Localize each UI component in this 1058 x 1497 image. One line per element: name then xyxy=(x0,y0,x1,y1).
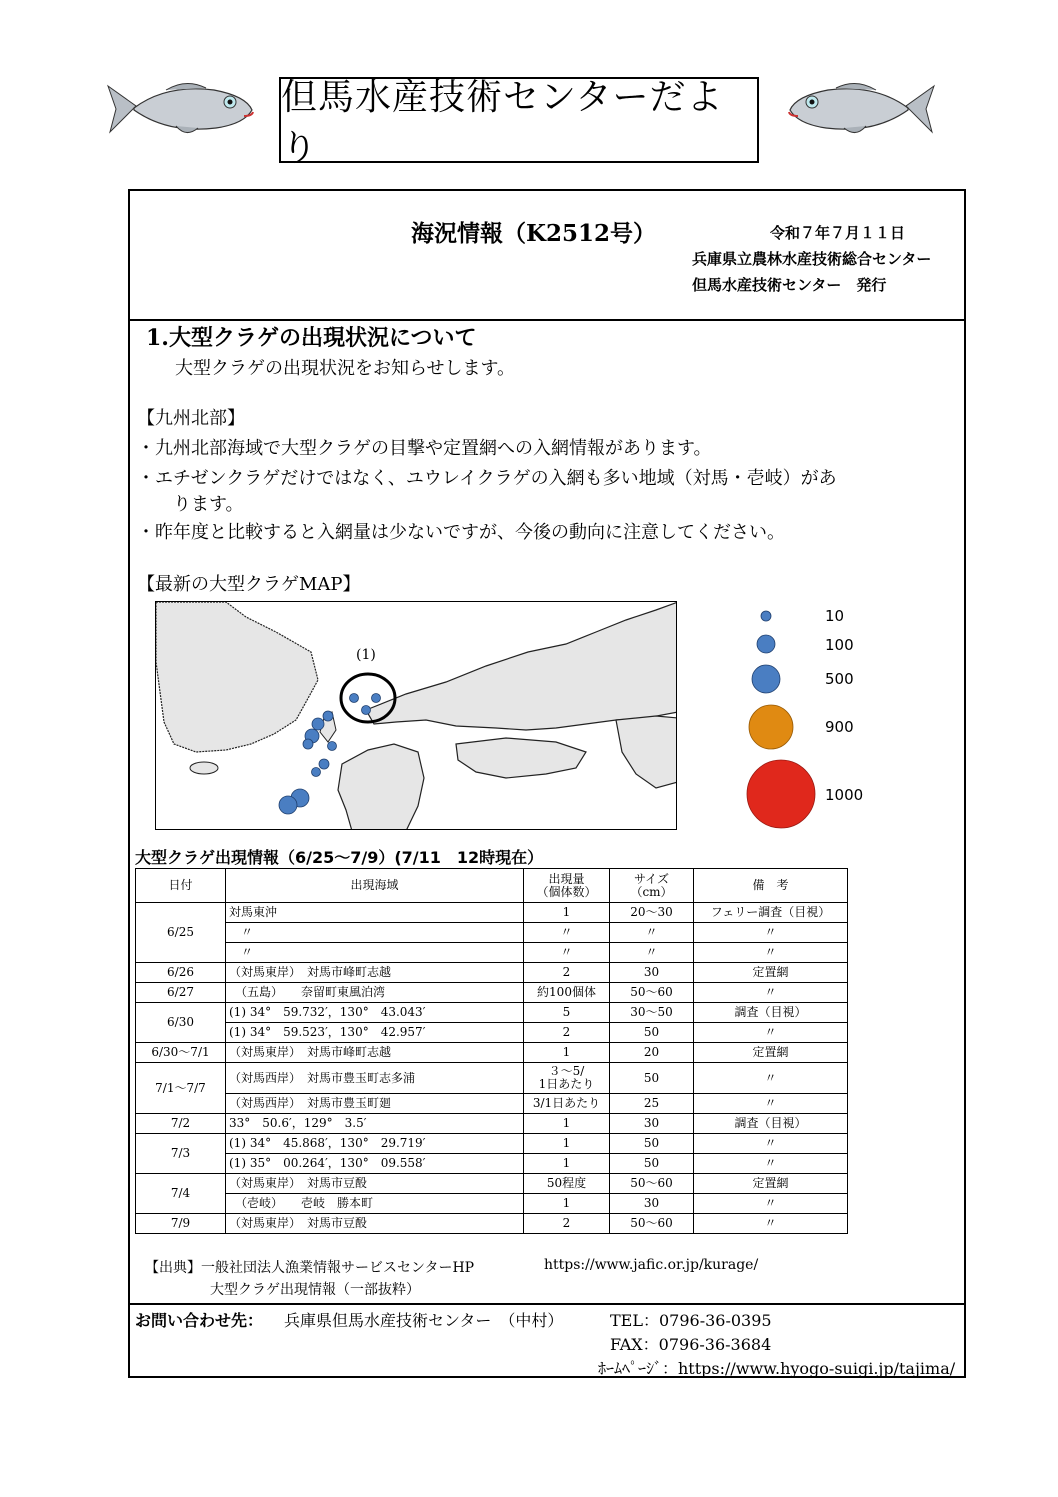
cell-size: 50～60 xyxy=(610,983,694,1003)
cell-size: 50 xyxy=(610,1023,694,1043)
cell-size: 50 xyxy=(610,1154,694,1174)
table-row xyxy=(136,943,848,963)
cell-size: 30 xyxy=(610,1194,694,1214)
cell-size: 20～30 xyxy=(610,903,694,923)
map-graphic xyxy=(156,602,677,830)
legend-dot-10 xyxy=(761,611,771,621)
cell-note: 定置網 xyxy=(694,1174,848,1194)
cell-area: (1) 34° 59.732′，130° 43.043′ xyxy=(226,1003,524,1023)
cell-count: 1 xyxy=(524,1154,610,1174)
table-row xyxy=(136,1003,848,1023)
cell-size: 30 xyxy=(610,1114,694,1134)
legend-label-100: 100 xyxy=(825,636,854,654)
map-label: 【最新の大型クラゲMAP】 xyxy=(137,574,361,595)
section-heading: 1.大型クラゲの出現状況について xyxy=(146,325,477,351)
cell-count: 〃 xyxy=(524,923,610,943)
col-header-size: サイズ （cm） xyxy=(610,869,694,903)
cell-count: 2 xyxy=(524,1214,610,1234)
cell-note: 〃 xyxy=(694,1154,848,1174)
footer-divider xyxy=(128,1303,966,1305)
map-land-shikoku xyxy=(456,738,586,778)
cell-area: (1) 34° 45.868′，130° 29.719′ xyxy=(226,1134,524,1154)
cell-note: 〃 xyxy=(694,1134,848,1154)
cell-date: 7/1～7/7 xyxy=(136,1063,226,1114)
cell-date: 7/3 xyxy=(136,1134,226,1174)
table-row xyxy=(136,903,848,923)
cell-date: 6/26 xyxy=(136,963,226,983)
cell-size: 50 xyxy=(610,1134,694,1154)
sighting-dot xyxy=(303,739,313,749)
cell-area: （対馬東岸） 対馬市峰町志越 xyxy=(226,1043,524,1063)
cell-note: 〃 xyxy=(694,943,848,963)
map-land-kii xyxy=(616,716,677,788)
cell-count: 3/1日あたり xyxy=(524,1094,610,1114)
table-body xyxy=(136,903,848,1234)
table-row xyxy=(136,1063,848,1094)
contact-label: お問い合わせ先： xyxy=(135,1311,264,1330)
cell-count: 2 xyxy=(524,1023,610,1043)
cell-size: 50～60 xyxy=(610,1174,694,1194)
area-1-label: (1) xyxy=(356,647,376,663)
cell-size: 〃 xyxy=(610,943,694,963)
table-row xyxy=(136,1023,848,1043)
legend-dot-100 xyxy=(757,635,775,653)
cell-count: 2 xyxy=(524,963,610,983)
cell-area: (1) 34° 59.523′，130° 42.957′ xyxy=(226,1023,524,1043)
legend-label-500: 500 xyxy=(825,670,854,688)
sighting-dot xyxy=(323,711,333,721)
cell-note: 〃 xyxy=(694,1023,848,1043)
table-row xyxy=(136,1043,848,1063)
sighting-dot xyxy=(312,768,321,777)
cell-size: 50 xyxy=(610,1063,694,1094)
bullet-2-continued: ります。 xyxy=(155,494,244,515)
cell-count: 1 xyxy=(524,1114,610,1134)
contact-fax: FAX：0796-36-3684 xyxy=(610,1335,772,1354)
cell-note: フェリー調査（目視） xyxy=(694,903,848,923)
table-title: 大型クラゲ出現情報（6/25～7/9）(7/11 12時現在） xyxy=(135,848,544,867)
jellyfish-sighting-table xyxy=(135,868,848,1234)
sighting-dot xyxy=(350,694,359,703)
cell-area: 対馬東沖 xyxy=(226,903,524,923)
map-land-jeju xyxy=(190,762,218,774)
map-land-korea xyxy=(156,602,318,752)
sighting-dot xyxy=(279,796,297,814)
cell-area: （五島） 奈留町東風泊湾 xyxy=(226,983,524,1003)
cell-area: 〃 xyxy=(226,923,524,943)
legend-symbols xyxy=(740,600,820,830)
cell-note: 〃 xyxy=(694,983,848,1003)
legend-label-900: 900 xyxy=(825,718,854,736)
cell-area: 〃 xyxy=(226,943,524,963)
issue-date: 令和７年７月１１日 xyxy=(770,224,906,242)
fish-right-illustration xyxy=(786,76,936,142)
cell-area: 33° 50.6′，129° 3.5′ xyxy=(226,1114,524,1134)
table-row xyxy=(136,1134,848,1154)
cell-date: 6/25 xyxy=(136,903,226,963)
cell-date: 6/30～7/1 xyxy=(136,1043,226,1063)
table-row xyxy=(136,1214,848,1234)
map-legend xyxy=(740,600,880,830)
cell-note: 〃 xyxy=(694,923,848,943)
cell-area: （対馬東岸） 対馬市峰町志越 xyxy=(226,963,524,983)
table-row xyxy=(136,1094,848,1114)
cell-size: 20 xyxy=(610,1043,694,1063)
col-header-area: 出現海域 xyxy=(226,869,524,903)
sighting-dot xyxy=(362,706,371,715)
map-land-honshu xyxy=(366,602,677,730)
legend-label-10: 10 xyxy=(825,607,845,625)
cell-area: （対馬西岸） 対馬市豊玉町志多浦 xyxy=(226,1063,524,1094)
cell-size: 〃 xyxy=(610,923,694,943)
table-header-row xyxy=(136,869,848,903)
homepage-link[interactable]: ﾎｰﾑﾍﾟｰｼﾞ：https://www.hyogo-suigi.jp/tajima/ xyxy=(598,1359,956,1378)
cell-count: 約100個体 xyxy=(524,983,610,1003)
cell-count: 1 xyxy=(524,1043,610,1063)
contact-organization: 兵庫県但馬水産技術センター （中村） xyxy=(284,1311,564,1330)
bullet-3: ・昨年度と比較すると入網量は少ないですが、今後の動向に注意してください。 xyxy=(137,522,785,543)
table-row xyxy=(136,963,848,983)
cell-area: (1) 35° 00.264′，130° 09.558′ xyxy=(226,1154,524,1174)
cell-size: 50～60 xyxy=(610,1214,694,1234)
table-row xyxy=(136,1194,848,1214)
cell-area: （対馬東岸） 対馬市豆酘 xyxy=(226,1174,524,1194)
cell-note: 〃 xyxy=(694,1194,848,1214)
cell-count: 1 xyxy=(524,1134,610,1154)
cell-count: ３～5/ 1日あたり xyxy=(524,1063,610,1094)
cell-date: 7/9 xyxy=(136,1214,226,1234)
cell-date: 6/27 xyxy=(136,983,226,1003)
legend-dot-900 xyxy=(749,705,793,749)
cell-note: 〃 xyxy=(694,1214,848,1234)
jellyfish-map xyxy=(155,601,677,830)
cell-area: （対馬東岸） 対馬市豆酘 xyxy=(226,1214,524,1234)
cell-date: 7/2 xyxy=(136,1114,226,1134)
source-citation-detail: 大型クラゲ出現情報（一部抜粋） xyxy=(210,1282,420,1298)
source-url-link[interactable]: https://www.jafic.or.jp/kurage/ xyxy=(544,1257,759,1273)
source-citation: 【出典】一般社団法人漁業情報サービスセンターHP xyxy=(145,1260,475,1276)
cell-date: 7/4 xyxy=(136,1174,226,1214)
issuer-line-2: 但馬水産技術センター 発行 xyxy=(692,276,887,294)
table-row xyxy=(136,1114,848,1134)
cell-note: 〃 xyxy=(694,1063,848,1094)
cell-count: 〃 xyxy=(524,943,610,963)
fish-left-illustration xyxy=(106,76,256,142)
cell-count: 50程度 xyxy=(524,1174,610,1194)
table-row xyxy=(136,983,848,1003)
cell-size: 25 xyxy=(610,1094,694,1114)
newsletter-title: 但馬水産技術センターだより xyxy=(279,77,759,163)
table-row xyxy=(136,1174,848,1194)
legend-label-1000: 1000 xyxy=(825,786,864,804)
cell-note: 定置網 xyxy=(694,963,848,983)
sighting-dot xyxy=(312,718,324,730)
cell-note: 〃 xyxy=(694,1094,848,1114)
legend-dot-500 xyxy=(752,665,780,693)
cell-note: 定置網 xyxy=(694,1043,848,1063)
cell-date: 6/30 xyxy=(136,1003,226,1043)
cell-area: （壱岐） 壱岐 勝本町 xyxy=(226,1194,524,1214)
cell-size: 30～50 xyxy=(610,1003,694,1023)
sighting-dot xyxy=(372,694,381,703)
cell-area: （対馬西岸） 対馬市豊玉町廻 xyxy=(226,1094,524,1114)
issue-title: 海況情報（K2512号） xyxy=(411,220,657,247)
region-label: 【九州北部】 xyxy=(137,408,245,429)
cell-count: 5 xyxy=(524,1003,610,1023)
table-row xyxy=(136,1154,848,1174)
col-header-note: 備 考 xyxy=(694,869,848,903)
bullet-2: ・エチゼンクラゲだけではなく、ユウレイクラゲの入網も多い地域（対馬・壱岐）があ xyxy=(137,468,837,489)
cell-note: 調査（目視） xyxy=(694,1114,848,1134)
cell-count: 1 xyxy=(524,903,610,923)
col-header-date: 日付 xyxy=(136,869,226,903)
map-land-kyushu xyxy=(338,744,424,830)
sighting-dot xyxy=(319,759,329,769)
table-row xyxy=(136,923,848,943)
cell-count: 1 xyxy=(524,1194,610,1214)
legend-dot-1000 xyxy=(747,760,815,828)
col-header-count: 出現量 （個体数） xyxy=(524,869,610,903)
cell-size: 30 xyxy=(610,963,694,983)
cell-note: 調査（目視） xyxy=(694,1003,848,1023)
contact-tel: TEL：0796-36-0395 xyxy=(610,1311,772,1330)
section-intro: 大型クラゲの出現状況をお知らせします。 xyxy=(175,358,516,379)
issuer-line-1: 兵庫県立農林水産技術総合センター xyxy=(692,250,932,268)
bullet-1: ・九州北部海域で大型クラゲの目撃や定置網への入網情報があります。 xyxy=(137,438,712,459)
sighting-dot xyxy=(328,742,337,751)
